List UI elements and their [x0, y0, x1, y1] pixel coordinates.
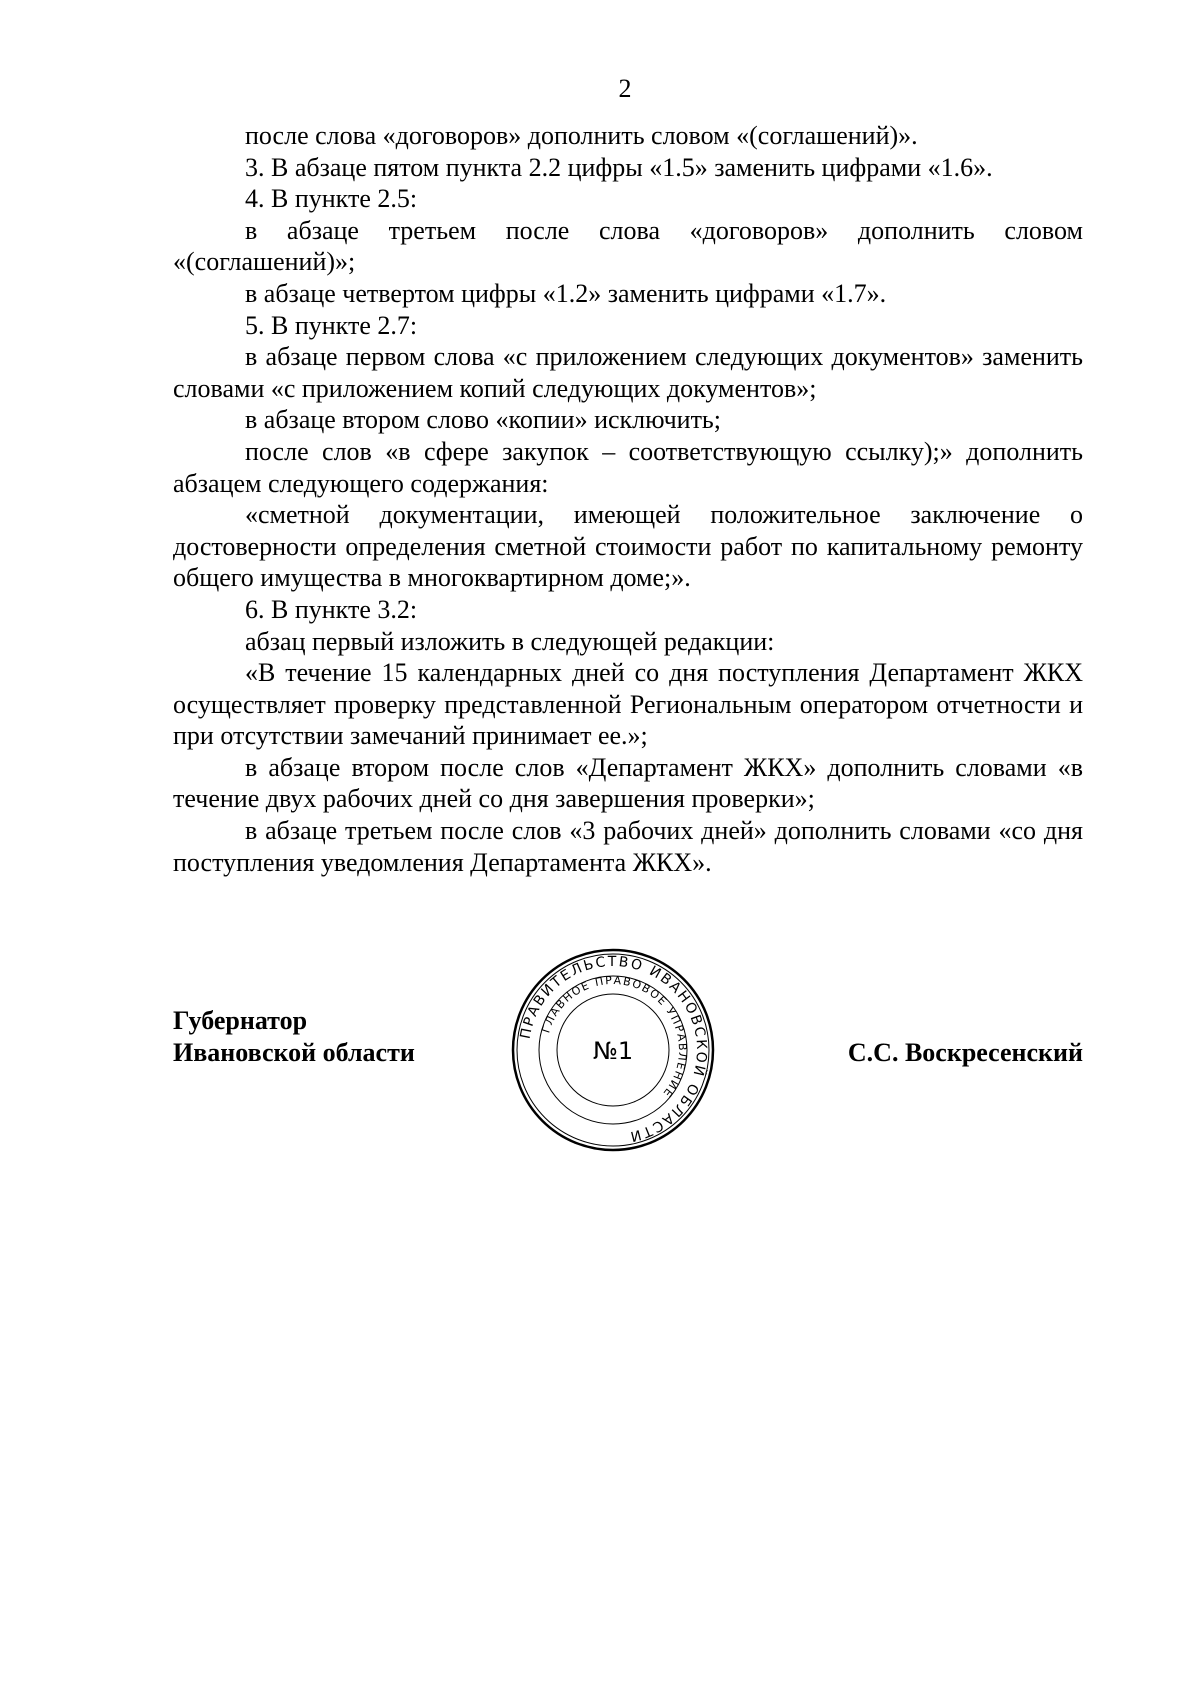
signatory-title-line1: Губернатор: [173, 1006, 308, 1035]
paragraph: 5. В пункте 2.7:: [245, 310, 418, 340]
paragraph: после слов «в сфере закупок – соответствующую ссылку);» дополнить абзацем следующего содержания:: [173, 436, 1083, 498]
seal-outer-text: ПРАВИТЕЛЬСТВО ИВАНОВСКОЙ ОБЛАСТИ: [517, 953, 710, 1145]
paragraph: «В течение 15 календарных дней со дня поступления Департамент ЖКХ осуществляет проверку представленной Региональным оператором отчетности и при отсутствии замечаний принимает ее.»;: [173, 658, 1083, 751]
signatory-title: [173, 1005, 415, 1069]
paragraph: 3. В абзаце пятом пункта 2.2 цифры «1.5» заменить цифрами «1.6».: [245, 152, 993, 182]
document-body: [173, 120, 1083, 878]
paragraph: 6. В пункте 3.2:: [245, 594, 418, 624]
paragraph: после слова «договоров» дополнить словом «(соглашений)».: [245, 121, 918, 150]
signatory-name: С.С. Воскресенский: [847, 1038, 1083, 1067]
seal-number: №1: [592, 1037, 634, 1065]
paragraph: в абзаце третьем после слов «3 рабочих дней» дополнить словами «со дня поступления уведомления Департамента ЖКХ».: [173, 816, 1083, 877]
paragraph: в абзаце втором слово «копии» исключить;: [245, 405, 722, 435]
paragraph: в абзаце четвертом цифры «1.2» заменить цифрами «1.7».: [245, 278, 887, 308]
paragraph: в абзаце втором после слов «Департамент ЖКХ» дополнить словами «в течение двух рабочих дней со дня завершения проверки»;: [173, 752, 1083, 814]
signatory-title-line2: Ивановской области: [173, 1038, 415, 1067]
paragraph: в абзаце третьем после слова «договоров» дополнить словом «(соглашений)»;: [173, 215, 1083, 277]
paragraph: 4. В пункте 2.5:: [245, 184, 418, 214]
paragraph: в абзаце первом слова «с приложением следующих документов» заменить словами «с приложением копий следующих документов»;: [173, 342, 1083, 403]
paragraph: «сметной документации, имеющей положительное заключение о достоверности определения сметной стоимости работ по капитальному ремонту общего имущества в многоквартирном доме;».: [173, 500, 1083, 593]
official-seal: [508, 945, 718, 1155]
paragraph: абзац первый изложить в следующей редакции:: [245, 626, 775, 656]
seal-inner-text: ГЛАВНОЕ ПРАВОВОЕ УПРАВЛЕНИЕ: [539, 973, 690, 1101]
page-number: 2: [618, 74, 632, 103]
